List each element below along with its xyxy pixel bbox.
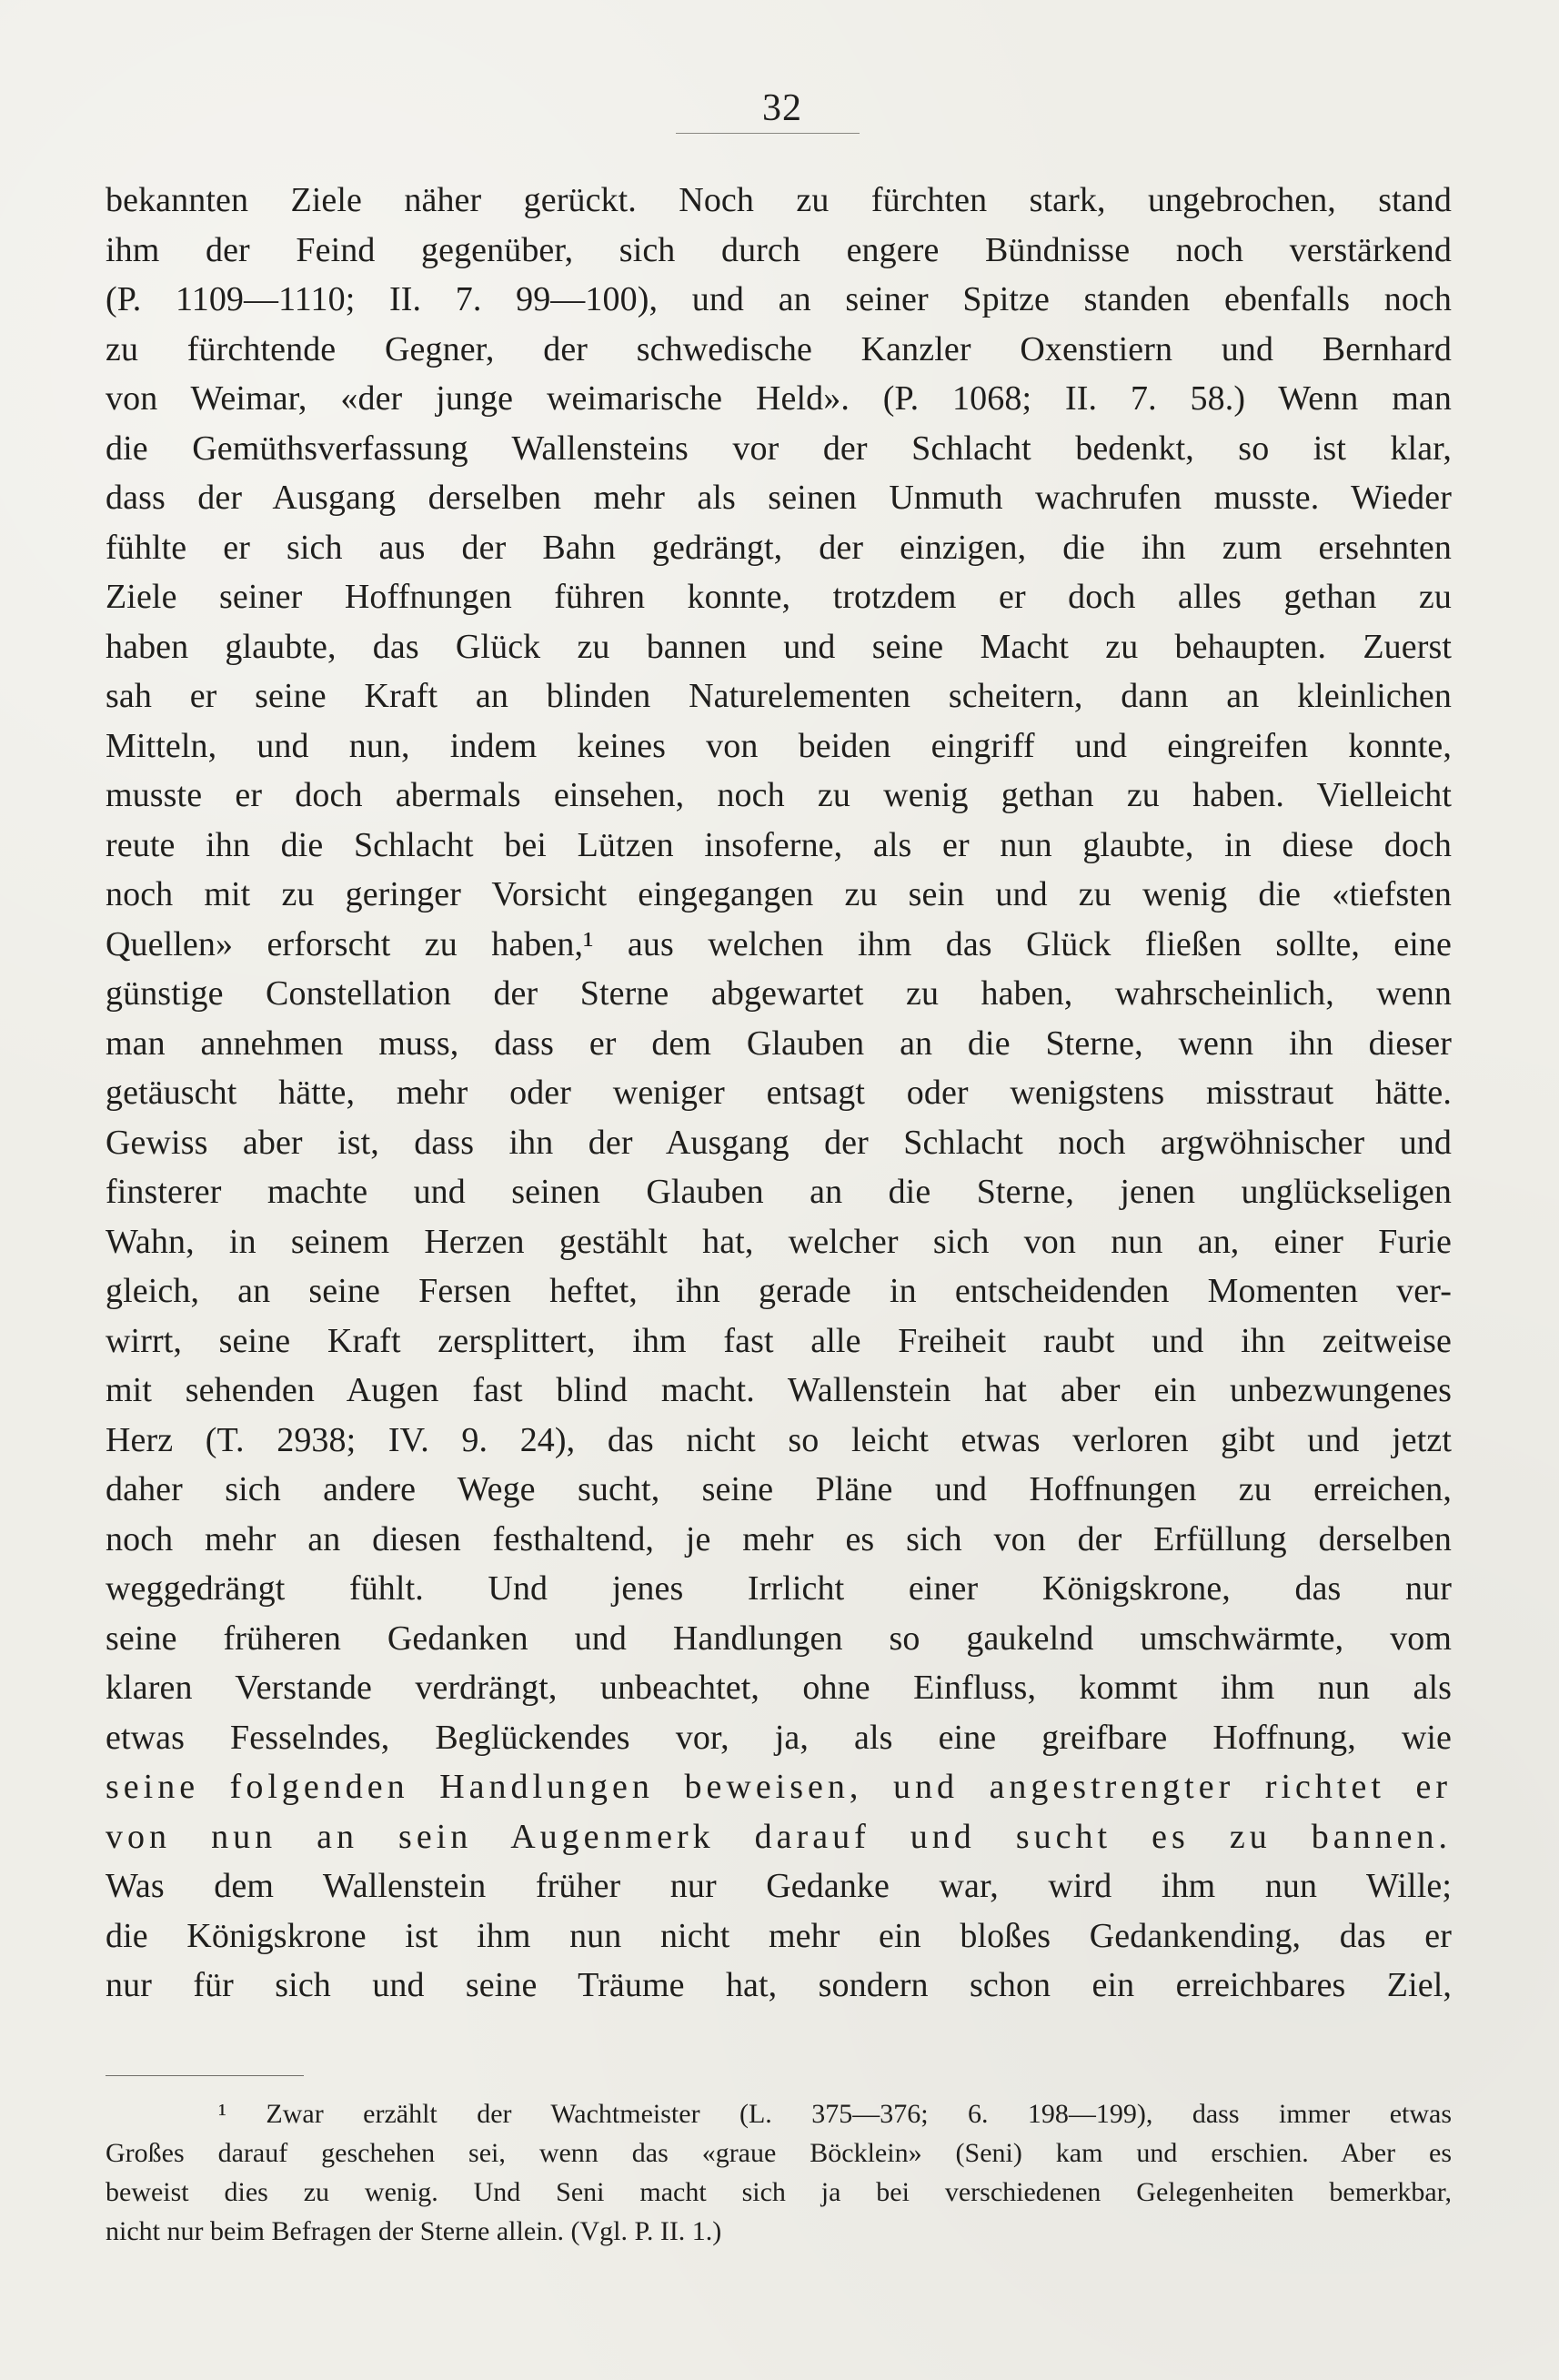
text-line: seine früheren Gedanken und Handlungen so gaukelnd umschwärmte, vom: [106, 1619, 1452, 1658]
text-line: die Gemüthsverfassung Wallensteins vor der Schlacht bedenkt, so ist klar,: [106, 429, 1452, 468]
main-text: [106, 176, 1452, 2011]
text-line: bekannten Ziele näher gerückt. Noch zu fürchten stark, ungebrochen, stand: [106, 181, 1452, 219]
text-line: Ziele seiner Hoffnungen führen konnte, trotzdem er doch alles gethan zu: [106, 578, 1452, 616]
page-number: 32: [762, 87, 802, 129]
text-line: die Königskrone ist ihm nun nicht mehr ein bloßes Gedankending, das er: [106, 1916, 1452, 1955]
text-line: etwas Fesselndes, Beglückendes vor, ja, als eine greifbare Hoffnung, wie: [106, 1718, 1452, 1757]
header-rule: [676, 133, 860, 134]
text-line: noch mit zu geringer Vorsicht eingegangen zu sein und zu wenig die «tiefsten: [106, 875, 1452, 913]
text-line: von Weimar, «der junge weimarische Held». (P. 1068; II. 7. 58.) Wenn man: [106, 379, 1452, 418]
text-line: gleich, an seine Fersen heftet, ihn gerade in entscheidenden Momenten ver-: [106, 1272, 1452, 1310]
text-line: Quellen» erforscht zu haben,¹ aus welchen ihm das Glück fließen sollte, eine: [106, 924, 1452, 963]
footnotes: [106, 2094, 1452, 2251]
text-line: klaren Verstande verdrängt, unbeachtet, ohne Einfluss, kommt ihm nun als: [106, 1669, 1452, 1707]
text-line: mit sehenden Augen fast blind macht. Wallenstein hat aber ein unbezwungenes: [106, 1371, 1452, 1409]
text-line: getäuscht hätte, mehr oder weniger entsagt oder wenigstens misstraut hätte.: [106, 1074, 1452, 1112]
footnote-line: ¹ Zwar erzählt der Wachtmeister (L. 375—376; 6. 198—199), dass immer etwas: [218, 2099, 1452, 2129]
text-line: haben glaubte, das Glück zu bannen und seine Macht zu behaupten. Zuerst: [106, 627, 1452, 666]
text-line: weggedrängt fühlt. Und jenes Irrlicht einer Königskrone, das nur: [106, 1569, 1452, 1608]
footnote-line: nicht nur beim Befragen der Sterne allein. (Vgl. P. II. 1.): [106, 2216, 722, 2246]
text-line: musste er doch abermals einsehen, noch zu wenig gethan zu haben. Vielleicht: [106, 776, 1452, 814]
text-line: ihm der Feind gegenüber, sich durch engere Bündnisse noch verstärkend: [106, 230, 1452, 269]
text-line: von nun an sein Augenmerk darauf und sucht es zu bannen.: [106, 1817, 1452, 1856]
text-line: dass der Ausgang derselben mehr als seinen Unmuth wachrufen musste. Wieder: [106, 479, 1452, 517]
text-line: nur für sich und seine Träume hat, sondern schon ein erreichbares Ziel,: [106, 1966, 1452, 2004]
text-line: noch mehr an diesen festhaltend, je mehr es sich von der Erfüllung derselben: [106, 1519, 1452, 1558]
text-line: Gewiss aber ist, dass ihn der Ausgang der Schlacht noch argwöhnischer und: [106, 1123, 1452, 1162]
text-line: günstige Constellation der Sterne abgewartet zu haben, wahrscheinlich, wenn: [106, 974, 1452, 1013]
text-line: finsterer machte und seinen Glauben an die Sterne, jenen unglückseligen: [106, 1173, 1452, 1211]
text-line: fühlte er sich aus der Bahn gedrängt, der einzigen, die ihn zum ersehnten: [106, 528, 1452, 567]
text-line: seine folgenden Handlungen beweisen, und angestrengter richtet er: [106, 1768, 1452, 1806]
footnote-line: beweist dies zu wenig. Und Seni macht sich ja bei verschiedenen Gelegenheiten bemerkbar,: [106, 2177, 1452, 2207]
footnote-line: Großes darauf geschehen sei, wenn das «graue Böcklein» (Seni) kam und erschien. Aber es: [106, 2138, 1452, 2168]
text-line: reute ihn die Schlacht bei Lützen insoferne, als er nun glaubte, in diese doch: [106, 825, 1452, 864]
text-line: Was dem Wallenstein früher nur Gedanke war, wird ihm nun Wille;: [106, 1867, 1452, 1905]
text-line: sah er seine Kraft an blinden Naturelementen scheitern, dann an kleinlichen: [106, 677, 1452, 715]
text-line: wirrt, seine Kraft zersplittert, ihm fast alle Freiheit raubt und ihn zeitweise: [106, 1321, 1452, 1360]
text-line: Mitteln, und nun, indem keines von beiden eingriff und eingreifen konnte,: [106, 726, 1452, 765]
footnote-rule: [106, 2075, 304, 2076]
text-line: zu fürchtende Gegner, der schwedische Kanzler Oxenstiern und Bernhard: [106, 329, 1452, 368]
text-line: man annehmen muss, dass er dem Glauben an die Sterne, wenn ihn dieser: [106, 1024, 1452, 1063]
text-line: Wahn, in seinem Herzen gestählt hat, welcher sich von nun an, einer Furie: [106, 1222, 1452, 1261]
text-line: Herz (T. 2938; IV. 9. 24), das nicht so leicht etwas verloren gibt und jetzt: [106, 1420, 1452, 1459]
text-line: (P. 1109—1110; II. 7. 99—100), und an seiner Spitze standen ebenfalls noch: [106, 280, 1452, 318]
text-line: daher sich andere Wege sucht, seine Pläne und Hoffnungen zu erreichen,: [106, 1470, 1452, 1508]
